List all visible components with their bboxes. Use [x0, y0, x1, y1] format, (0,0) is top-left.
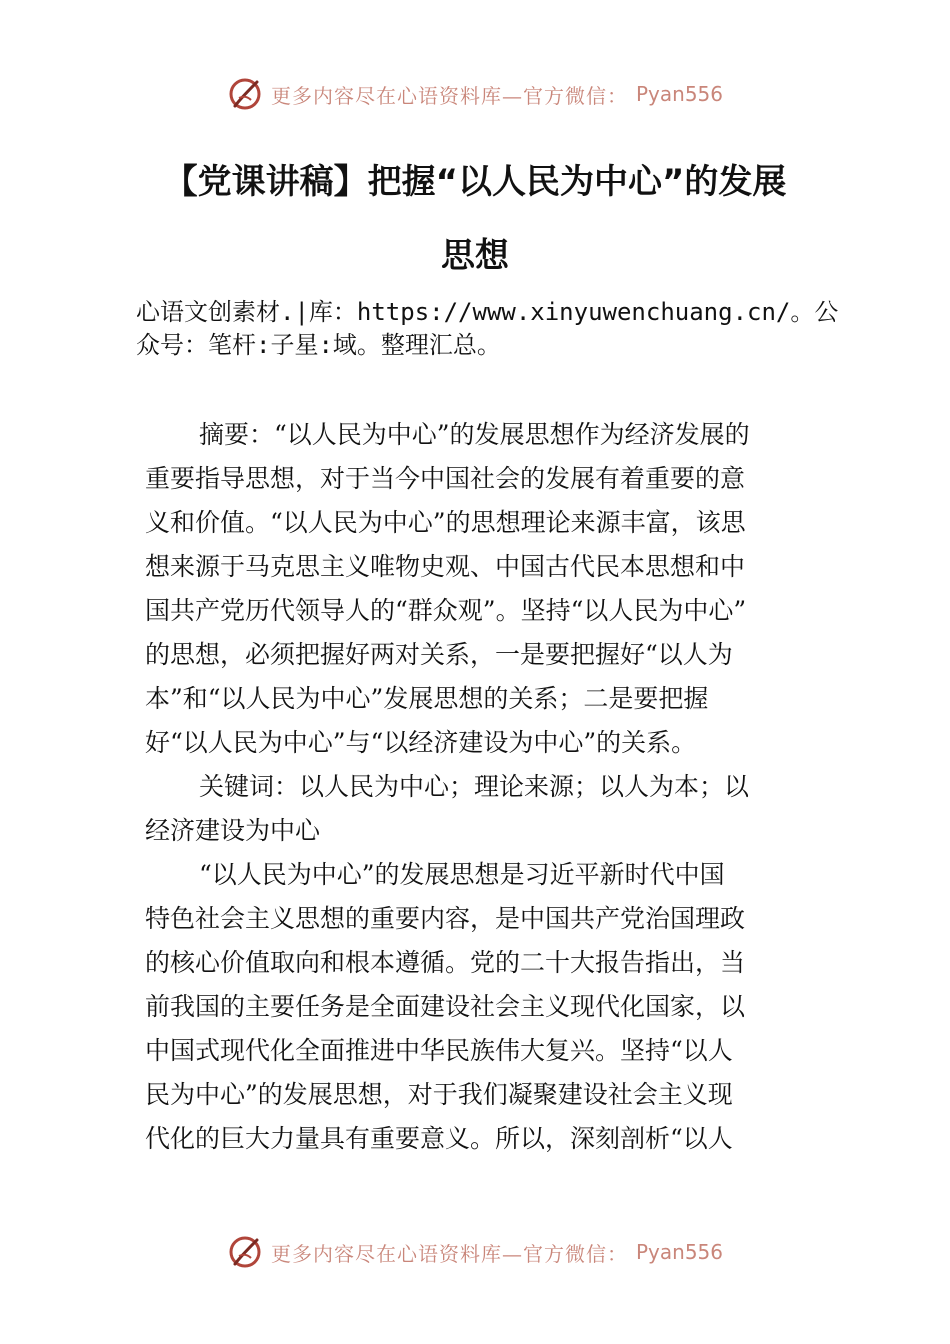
watermark-wechat-id: Pyan556: [635, 82, 723, 106]
paragraph-line: 特色社会主义思想的重要内容，是中国共产党治国理政: [145, 904, 746, 933]
abstract-line: 好“以人民为中心”与“以经济建设为中心”的关系。: [145, 728, 697, 757]
footer-watermark: [0, 1230, 950, 1274]
source-note: [136, 296, 856, 362]
brush-logo-icon: [227, 1234, 263, 1270]
paragraph-line: 的核心价值取向和根本遵循。党的二十大报告指出，当: [145, 948, 746, 977]
abstract-line: 的思想，必须把握好两对关系，一是要把握好“以人为: [145, 640, 733, 669]
source-line: 心语文创素材.|库：https://www.xinyuwenchuang.cn/。公: [136, 298, 839, 326]
abstract-line: 本”和“以人民为中心”发展思想的关系；二是要把握: [145, 684, 709, 713]
watermark-text: 更多内容尽在心语资料库—官方微信：: [270, 1241, 628, 1266]
document-title-continued: 思想: [441, 236, 509, 276]
watermark-text: 更多内容尽在心语资料库—官方微信：: [270, 83, 628, 108]
keywords-line: 经济建设为中心: [145, 816, 321, 845]
abstract-line: 国共产党历代领导人的“群众观”。坚持“以人民为中心”: [145, 596, 747, 625]
source-line: 众号：笔杆:子星:域。整理汇总。: [136, 331, 501, 359]
brush-logo-icon: [227, 76, 263, 112]
header-watermark: [0, 72, 950, 116]
abstract-line: 义和价值。“以人民为中心”的思想理论来源丰富，该思: [145, 508, 746, 537]
paragraph-line: 民为中心”的发展思想，对于我们凝聚建设社会主义现: [145, 1080, 733, 1109]
document-title: 【党课讲稿】把握“以人民为中心”的发展: [163, 162, 787, 202]
paragraph-line: 前我国的主要任务是全面建设社会主义现代化国家，以: [145, 992, 746, 1021]
abstract-line: 摘要：“以人民为中心”的发展思想作为经济发展的: [199, 420, 750, 449]
paragraph-line: “以人民为中心”的发展思想是习近平新时代中国: [199, 860, 725, 889]
paragraph-line: 中国式现代化全面推进中华民族伟大复兴。坚持“以人: [145, 1036, 733, 1065]
watermark-wechat-id: Pyan556: [635, 1240, 723, 1264]
abstract-line: 重要指导思想，对于当今中国社会的发展有着重要的意: [145, 464, 746, 493]
abstract-line: 想来源于马克思主义唯物史观、中国古代民本思想和中: [145, 552, 746, 581]
keywords-line: 关键词：以人民为中心；理论来源；以人为本；以: [199, 772, 750, 801]
paragraph-line: 代化的巨大力量具有重要意义。所以，深刻剖析“以人: [145, 1124, 733, 1153]
